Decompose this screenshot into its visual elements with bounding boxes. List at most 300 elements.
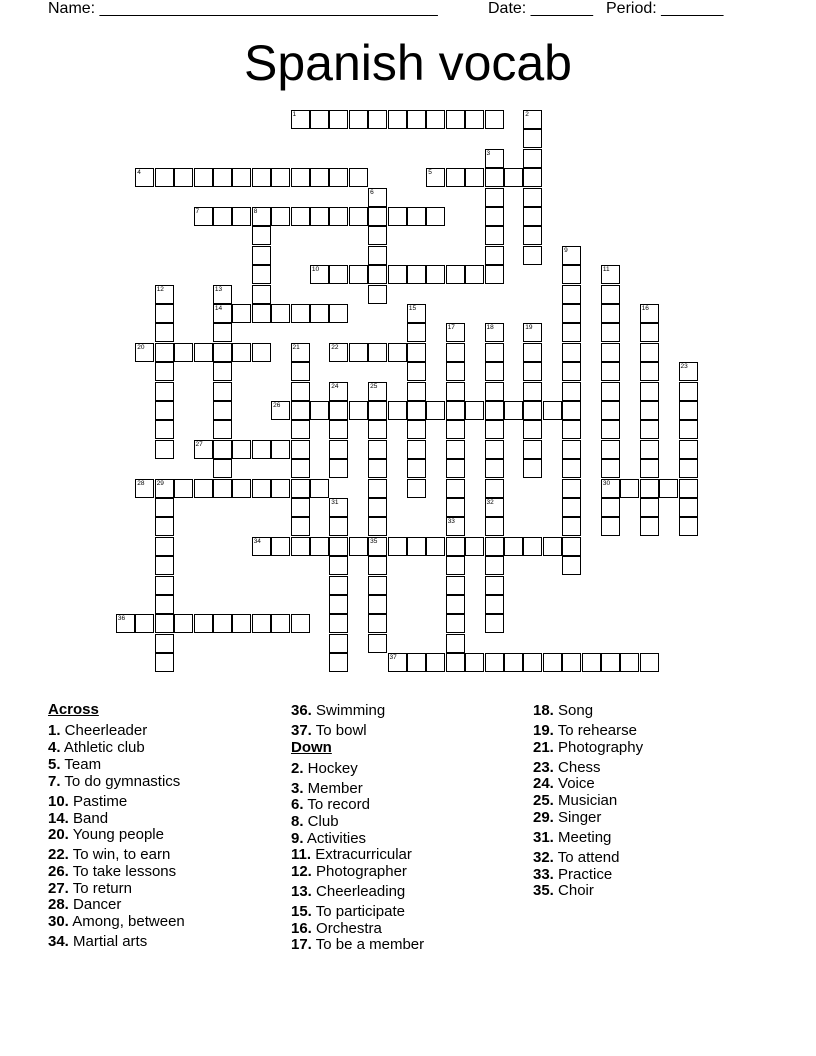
crossword-cell[interactable] xyxy=(388,653,407,672)
crossword-cell[interactable] xyxy=(523,168,542,187)
crossword-cell[interactable] xyxy=(601,498,620,517)
crossword-cell[interactable] xyxy=(368,188,387,207)
crossword-cell[interactable] xyxy=(562,265,581,284)
crossword-cell[interactable] xyxy=(368,246,387,265)
crossword-cell[interactable] xyxy=(213,304,232,323)
crossword-cell[interactable] xyxy=(155,382,174,401)
crossword-cell[interactable] xyxy=(368,634,387,653)
crossword-cell[interactable] xyxy=(601,401,620,420)
crossword-cell[interactable] xyxy=(562,440,581,459)
crossword-cell[interactable] xyxy=(407,479,426,498)
crossword-cell[interactable] xyxy=(368,479,387,498)
crossword-cell[interactable] xyxy=(271,401,290,420)
crossword-cell[interactable] xyxy=(485,362,504,381)
crossword-cell[interactable] xyxy=(407,537,426,556)
crossword-cell[interactable] xyxy=(465,653,484,672)
crossword-cell[interactable] xyxy=(213,362,232,381)
crossword-cell[interactable] xyxy=(349,168,368,187)
crossword-cell[interactable] xyxy=(679,517,698,536)
crossword-cell[interactable] xyxy=(174,343,193,362)
crossword-cell[interactable] xyxy=(562,285,581,304)
crossword-cell[interactable] xyxy=(679,420,698,439)
crossword-cell[interactable] xyxy=(679,362,698,381)
crossword-cell[interactable] xyxy=(407,440,426,459)
crossword-cell[interactable] xyxy=(679,498,698,517)
crossword-cell[interactable] xyxy=(640,304,659,323)
crossword-cell[interactable] xyxy=(291,517,310,536)
crossword-cell[interactable] xyxy=(329,168,348,187)
crossword-cell[interactable] xyxy=(368,614,387,633)
crossword-cell[interactable] xyxy=(562,246,581,265)
crossword-cell[interactable] xyxy=(504,537,523,556)
crossword-cell[interactable] xyxy=(271,304,290,323)
crossword-cell[interactable] xyxy=(194,440,213,459)
crossword-cell[interactable] xyxy=(329,420,348,439)
crossword-cell[interactable] xyxy=(543,537,562,556)
crossword-cell[interactable] xyxy=(485,614,504,633)
crossword-cell[interactable] xyxy=(562,556,581,575)
crossword-cell[interactable] xyxy=(407,110,426,129)
crossword-cell[interactable] xyxy=(485,149,504,168)
crossword-cell[interactable] xyxy=(194,343,213,362)
crossword-cell[interactable] xyxy=(446,168,465,187)
crossword-cell[interactable] xyxy=(155,304,174,323)
crossword-cell[interactable] xyxy=(368,285,387,304)
crossword-cell[interactable] xyxy=(194,207,213,226)
crossword-cell[interactable] xyxy=(213,401,232,420)
crossword-cell[interactable] xyxy=(155,168,174,187)
crossword-cell[interactable] xyxy=(465,110,484,129)
period-field[interactable]: Period: _______ xyxy=(606,0,724,17)
crossword-cell[interactable] xyxy=(679,459,698,478)
crossword-cell[interactable] xyxy=(155,595,174,614)
crossword-cell[interactable] xyxy=(368,459,387,478)
crossword-cell[interactable] xyxy=(523,537,542,556)
crossword-cell[interactable] xyxy=(252,207,271,226)
crossword-cell[interactable] xyxy=(562,304,581,323)
crossword-cell[interactable] xyxy=(291,362,310,381)
crossword-cell[interactable] xyxy=(601,440,620,459)
crossword-cell[interactable] xyxy=(485,498,504,517)
crossword-cell[interactable] xyxy=(640,479,659,498)
crossword-cell[interactable] xyxy=(155,401,174,420)
crossword-cell[interactable] xyxy=(135,168,154,187)
crossword-cell[interactable] xyxy=(620,479,639,498)
crossword-cell[interactable] xyxy=(446,576,465,595)
crossword-cell[interactable] xyxy=(640,382,659,401)
crossword-cell[interactable] xyxy=(504,168,523,187)
crossword-cell[interactable] xyxy=(446,653,465,672)
crossword-cell[interactable] xyxy=(562,343,581,362)
crossword-cell[interactable] xyxy=(485,459,504,478)
crossword-cell[interactable] xyxy=(679,382,698,401)
crossword-cell[interactable] xyxy=(135,343,154,362)
crossword-cell[interactable] xyxy=(310,207,329,226)
crossword-cell[interactable] xyxy=(679,479,698,498)
crossword-cell[interactable] xyxy=(407,401,426,420)
crossword-cell[interactable] xyxy=(407,382,426,401)
crossword-cell[interactable] xyxy=(523,188,542,207)
crossword-cell[interactable] xyxy=(446,382,465,401)
crossword-cell[interactable] xyxy=(562,382,581,401)
crossword-cell[interactable] xyxy=(407,323,426,342)
crossword-cell[interactable] xyxy=(310,537,329,556)
crossword-cell[interactable] xyxy=(155,479,174,498)
crossword-cell[interactable] xyxy=(523,149,542,168)
crossword-cell[interactable] xyxy=(252,440,271,459)
crossword-cell[interactable] xyxy=(523,653,542,672)
crossword-cell[interactable] xyxy=(368,576,387,595)
crossword-cell[interactable] xyxy=(640,343,659,362)
crossword-cell[interactable] xyxy=(446,440,465,459)
crossword-cell[interactable] xyxy=(232,207,251,226)
crossword-cell[interactable] xyxy=(523,129,542,148)
crossword-cell[interactable] xyxy=(485,110,504,129)
crossword-cell[interactable] xyxy=(562,323,581,342)
crossword-cell[interactable] xyxy=(291,401,310,420)
crossword-cell[interactable] xyxy=(446,459,465,478)
crossword-cell[interactable] xyxy=(446,517,465,536)
crossword-cell[interactable] xyxy=(329,207,348,226)
crossword-cell[interactable] xyxy=(155,498,174,517)
crossword-cell[interactable] xyxy=(213,285,232,304)
crossword-cell[interactable] xyxy=(407,362,426,381)
crossword-cell[interactable] xyxy=(155,537,174,556)
crossword-cell[interactable] xyxy=(426,168,445,187)
crossword-cell[interactable] xyxy=(388,537,407,556)
crossword-cell[interactable] xyxy=(349,401,368,420)
crossword-cell[interactable] xyxy=(446,595,465,614)
crossword-cell[interactable] xyxy=(213,343,232,362)
crossword-cell[interactable] xyxy=(252,479,271,498)
date-field[interactable]: Date: _______ xyxy=(488,0,593,17)
crossword-cell[interactable] xyxy=(601,517,620,536)
crossword-cell[interactable] xyxy=(562,401,581,420)
crossword-cell[interactable] xyxy=(523,207,542,226)
crossword-cell[interactable] xyxy=(388,401,407,420)
crossword-cell[interactable] xyxy=(291,110,310,129)
crossword-cell[interactable] xyxy=(232,614,251,633)
crossword-cell[interactable] xyxy=(271,614,290,633)
crossword-cell[interactable] xyxy=(640,653,659,672)
crossword-cell[interactable] xyxy=(601,285,620,304)
crossword-cell[interactable] xyxy=(368,537,387,556)
crossword-cell[interactable] xyxy=(232,479,251,498)
crossword-cell[interactable] xyxy=(310,401,329,420)
crossword-cell[interactable] xyxy=(271,207,290,226)
crossword-cell[interactable] xyxy=(194,479,213,498)
crossword-cell[interactable] xyxy=(310,479,329,498)
crossword-cell[interactable] xyxy=(485,168,504,187)
crossword-cell[interactable] xyxy=(562,362,581,381)
crossword-cell[interactable] xyxy=(620,653,639,672)
crossword-cell[interactable] xyxy=(155,343,174,362)
crossword-cell[interactable] xyxy=(252,246,271,265)
crossword-cell[interactable] xyxy=(562,420,581,439)
crossword-cell[interactable] xyxy=(213,207,232,226)
crossword-cell[interactable] xyxy=(465,401,484,420)
crossword-cell[interactable] xyxy=(329,110,348,129)
crossword-cell[interactable] xyxy=(601,420,620,439)
crossword-cell[interactable] xyxy=(291,304,310,323)
crossword-cell[interactable] xyxy=(213,479,232,498)
crossword-cell[interactable] xyxy=(485,653,504,672)
crossword-cell[interactable] xyxy=(446,479,465,498)
crossword-cell[interactable] xyxy=(368,207,387,226)
crossword-cell[interactable] xyxy=(485,246,504,265)
crossword-cell[interactable] xyxy=(232,304,251,323)
crossword-cell[interactable] xyxy=(523,459,542,478)
crossword-cell[interactable] xyxy=(252,343,271,362)
crossword-cell[interactable] xyxy=(640,362,659,381)
crossword-cell[interactable] xyxy=(543,401,562,420)
crossword-cell[interactable] xyxy=(485,479,504,498)
crossword-cell[interactable] xyxy=(271,440,290,459)
crossword-cell[interactable] xyxy=(155,285,174,304)
crossword-cell[interactable] xyxy=(446,323,465,342)
crossword-cell[interactable] xyxy=(446,265,465,284)
crossword-cell[interactable] xyxy=(640,420,659,439)
crossword-cell[interactable] xyxy=(562,517,581,536)
crossword-cell[interactable] xyxy=(155,634,174,653)
crossword-cell[interactable] xyxy=(426,653,445,672)
crossword-cell[interactable] xyxy=(485,265,504,284)
crossword-cell[interactable] xyxy=(485,595,504,614)
crossword-cell[interactable] xyxy=(388,265,407,284)
crossword-cell[interactable] xyxy=(291,614,310,633)
crossword-cell[interactable] xyxy=(213,614,232,633)
crossword-cell[interactable] xyxy=(329,440,348,459)
crossword-cell[interactable] xyxy=(155,576,174,595)
crossword-cell[interactable] xyxy=(388,110,407,129)
crossword-cell[interactable] xyxy=(368,517,387,536)
crossword-cell[interactable] xyxy=(446,343,465,362)
crossword-cell[interactable] xyxy=(640,517,659,536)
crossword-cell[interactable] xyxy=(485,401,504,420)
crossword-cell[interactable] xyxy=(213,420,232,439)
crossword-cell[interactable] xyxy=(485,207,504,226)
crossword-cell[interactable] xyxy=(523,440,542,459)
crossword-cell[interactable] xyxy=(368,401,387,420)
crossword-cell[interactable] xyxy=(232,440,251,459)
crossword-cell[interactable] xyxy=(465,265,484,284)
crossword-cell[interactable] xyxy=(679,401,698,420)
crossword-cell[interactable] xyxy=(679,440,698,459)
crossword-cell[interactable] xyxy=(407,343,426,362)
crossword-cell[interactable] xyxy=(601,459,620,478)
crossword-cell[interactable] xyxy=(135,479,154,498)
crossword-cell[interactable] xyxy=(485,420,504,439)
crossword-cell[interactable] xyxy=(310,168,329,187)
crossword-cell[interactable] xyxy=(446,498,465,517)
crossword-cell[interactable] xyxy=(194,168,213,187)
crossword-cell[interactable] xyxy=(252,265,271,284)
crossword-cell[interactable] xyxy=(446,110,465,129)
crossword-cell[interactable] xyxy=(485,537,504,556)
crossword-cell[interactable] xyxy=(349,207,368,226)
crossword-cell[interactable] xyxy=(252,285,271,304)
crossword-cell[interactable] xyxy=(485,343,504,362)
crossword-cell[interactable] xyxy=(446,614,465,633)
crossword-cell[interactable] xyxy=(523,382,542,401)
crossword-cell[interactable] xyxy=(543,653,562,672)
crossword-cell[interactable] xyxy=(601,382,620,401)
crossword-cell[interactable] xyxy=(523,362,542,381)
crossword-cell[interactable] xyxy=(562,498,581,517)
crossword-cell[interactable] xyxy=(659,479,678,498)
crossword-cell[interactable] xyxy=(485,323,504,342)
crossword-cell[interactable] xyxy=(213,382,232,401)
crossword-cell[interactable] xyxy=(523,246,542,265)
crossword-cell[interactable] xyxy=(601,653,620,672)
crossword-cell[interactable] xyxy=(640,459,659,478)
crossword-cell[interactable] xyxy=(174,614,193,633)
crossword-cell[interactable] xyxy=(601,323,620,342)
crossword-cell[interactable] xyxy=(252,614,271,633)
crossword-cell[interactable] xyxy=(562,653,581,672)
crossword-cell[interactable] xyxy=(213,168,232,187)
crossword-cell[interactable] xyxy=(329,537,348,556)
crossword-cell[interactable] xyxy=(252,226,271,245)
crossword-cell[interactable] xyxy=(407,304,426,323)
crossword-cell[interactable] xyxy=(329,576,348,595)
crossword-cell[interactable] xyxy=(329,382,348,401)
crossword-cell[interactable] xyxy=(640,498,659,517)
crossword-cell[interactable] xyxy=(601,304,620,323)
crossword-cell[interactable] xyxy=(368,595,387,614)
crossword-cell[interactable] xyxy=(349,265,368,284)
crossword-cell[interactable] xyxy=(601,479,620,498)
crossword-cell[interactable] xyxy=(329,401,348,420)
crossword-cell[interactable] xyxy=(446,556,465,575)
crossword-cell[interactable] xyxy=(523,343,542,362)
crossword-cell[interactable] xyxy=(155,420,174,439)
crossword-cell[interactable] xyxy=(446,420,465,439)
crossword-cell[interactable] xyxy=(213,459,232,478)
crossword-cell[interactable] xyxy=(291,498,310,517)
crossword-cell[interactable] xyxy=(329,459,348,478)
crossword-cell[interactable] xyxy=(485,556,504,575)
crossword-cell[interactable] xyxy=(426,265,445,284)
crossword-cell[interactable] xyxy=(252,304,271,323)
crossword-cell[interactable] xyxy=(523,420,542,439)
crossword-cell[interactable] xyxy=(232,168,251,187)
crossword-cell[interactable] xyxy=(601,362,620,381)
crossword-cell[interactable] xyxy=(368,110,387,129)
crossword-cell[interactable] xyxy=(329,634,348,653)
crossword-cell[interactable] xyxy=(329,556,348,575)
crossword-cell[interactable] xyxy=(562,459,581,478)
crossword-cell[interactable] xyxy=(368,498,387,517)
crossword-cell[interactable] xyxy=(407,459,426,478)
crossword-cell[interactable] xyxy=(155,362,174,381)
crossword-cell[interactable] xyxy=(291,168,310,187)
crossword-cell[interactable] xyxy=(485,440,504,459)
crossword-cell[interactable] xyxy=(155,653,174,672)
crossword-cell[interactable] xyxy=(252,537,271,556)
crossword-cell[interactable] xyxy=(329,304,348,323)
crossword-cell[interactable] xyxy=(329,498,348,517)
crossword-cell[interactable] xyxy=(329,595,348,614)
crossword-cell[interactable] xyxy=(368,226,387,245)
crossword-cell[interactable] xyxy=(407,207,426,226)
crossword-cell[interactable] xyxy=(426,110,445,129)
crossword-cell[interactable] xyxy=(465,168,484,187)
crossword-cell[interactable] xyxy=(349,110,368,129)
crossword-cell[interactable] xyxy=(368,440,387,459)
crossword-cell[interactable] xyxy=(368,343,387,362)
crossword-cell[interactable] xyxy=(291,420,310,439)
crossword-cell[interactable] xyxy=(640,440,659,459)
crossword-cell[interactable] xyxy=(426,401,445,420)
crossword-cell[interactable] xyxy=(523,226,542,245)
crossword-cell[interactable] xyxy=(407,653,426,672)
crossword-cell[interactable] xyxy=(485,226,504,245)
crossword-cell[interactable] xyxy=(116,614,135,633)
crossword-cell[interactable] xyxy=(368,382,387,401)
crossword-cell[interactable] xyxy=(291,382,310,401)
crossword-cell[interactable] xyxy=(174,168,193,187)
crossword-cell[interactable] xyxy=(271,168,290,187)
crossword-cell[interactable] xyxy=(426,537,445,556)
crossword-cell[interactable] xyxy=(329,517,348,536)
crossword-cell[interactable] xyxy=(310,110,329,129)
crossword-cell[interactable] xyxy=(310,304,329,323)
crossword-cell[interactable] xyxy=(562,537,581,556)
crossword-cell[interactable] xyxy=(271,479,290,498)
crossword-cell[interactable] xyxy=(485,382,504,401)
crossword-cell[interactable] xyxy=(582,653,601,672)
crossword-cell[interactable] xyxy=(232,343,251,362)
crossword-cell[interactable] xyxy=(562,479,581,498)
crossword-cell[interactable] xyxy=(155,440,174,459)
crossword-cell[interactable] xyxy=(310,265,329,284)
crossword-cell[interactable] xyxy=(388,207,407,226)
crossword-cell[interactable] xyxy=(213,440,232,459)
crossword-cell[interactable] xyxy=(485,188,504,207)
crossword-cell[interactable] xyxy=(485,576,504,595)
crossword-cell[interactable] xyxy=(485,517,504,536)
crossword-cell[interactable] xyxy=(368,265,387,284)
crossword-cell[interactable] xyxy=(523,110,542,129)
crossword-cell[interactable] xyxy=(388,343,407,362)
crossword-cell[interactable] xyxy=(329,614,348,633)
crossword-cell[interactable] xyxy=(446,634,465,653)
crossword-cell[interactable] xyxy=(329,653,348,672)
crossword-cell[interactable] xyxy=(329,343,348,362)
crossword-cell[interactable] xyxy=(523,323,542,342)
crossword-cell[interactable] xyxy=(349,537,368,556)
crossword-cell[interactable] xyxy=(601,343,620,362)
crossword-cell[interactable] xyxy=(601,265,620,284)
crossword-cell[interactable] xyxy=(504,653,523,672)
crossword-cell[interactable] xyxy=(368,420,387,439)
crossword-cell[interactable] xyxy=(194,614,213,633)
crossword-cell[interactable] xyxy=(155,556,174,575)
crossword-cell[interactable] xyxy=(155,517,174,536)
crossword-cell[interactable] xyxy=(523,401,542,420)
crossword-cell[interactable] xyxy=(446,362,465,381)
crossword-cell[interactable] xyxy=(291,479,310,498)
crossword-cell[interactable] xyxy=(504,401,523,420)
crossword-cell[interactable] xyxy=(329,265,348,284)
crossword-cell[interactable] xyxy=(349,343,368,362)
crossword-cell[interactable] xyxy=(426,207,445,226)
crossword-cell[interactable] xyxy=(407,265,426,284)
crossword-cell[interactable] xyxy=(407,420,426,439)
crossword-cell[interactable] xyxy=(446,401,465,420)
crossword-cell[interactable] xyxy=(291,343,310,362)
